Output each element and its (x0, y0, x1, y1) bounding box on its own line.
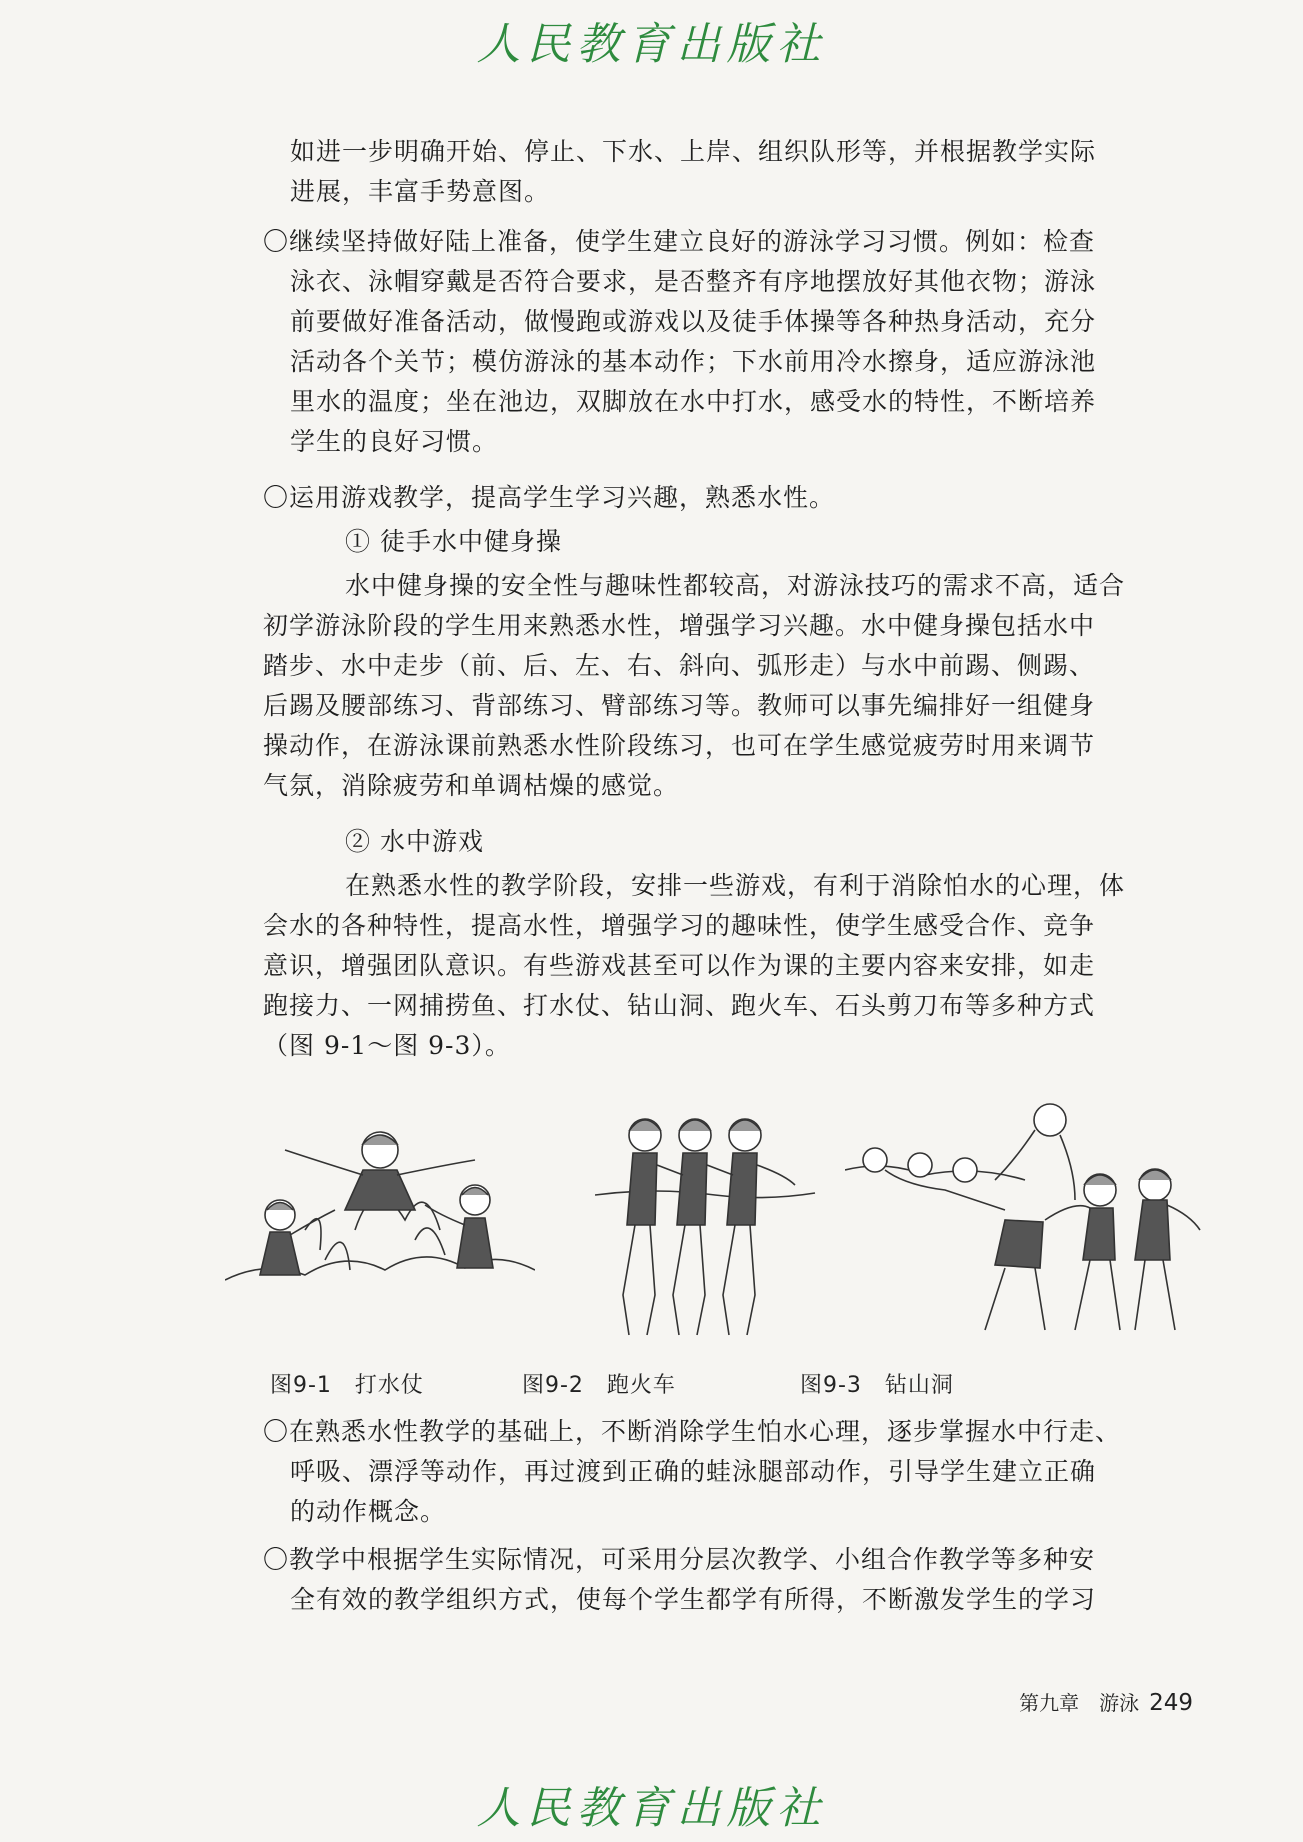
page-footer (1019, 1687, 1193, 1716)
text-line: 里水的温度；坐在池边，双脚放在水中打水，感受水的特性，不断培养 (290, 387, 1097, 416)
text-line: 〇教学中根据学生实际情况，可采用分层次教学、小组合作教学等多种安 (263, 1545, 1096, 1574)
chapter-title: 第九章 游泳 (1019, 1691, 1140, 1715)
text-line: 初学游泳阶段的学生用来熟悉水性，增强学习兴趣。水中健身操包括水中 (263, 611, 1096, 640)
subheading-water-games (290, 822, 1245, 862)
text-line: 跑接力、一网捕捞鱼、打水仗、钻山洞、跑火车、石头剪刀布等多种方式 (263, 991, 1096, 1020)
text-line: ① 徒手水中健身操 (345, 527, 562, 556)
text-line: 〇运用游戏教学，提高学生学习兴趣，熟悉水性。 (263, 483, 836, 512)
figure-caption-9-2: 图9-2 跑火车 (522, 1373, 676, 1398)
publisher-logo-top: 人民教育出版社 (476, 19, 827, 70)
text-line: 水中健身操的安全性与趣味性都较高，对游泳技巧的需求不高，适合 (345, 571, 1126, 600)
bullet-paragraph-layered-teaching (263, 1540, 1163, 1620)
text-line: 〇继续坚持做好陆上准备，使学生建立良好的游泳学习习惯。例如：检查 (263, 227, 1096, 256)
bullet-paragraph-game-teaching (263, 478, 1163, 518)
illustration-cave-game (845, 1090, 1215, 1340)
paragraph-water-aerobics (263, 566, 1163, 806)
text-line: 在熟悉水性的教学阶段，安排一些游戏，有利于消除怕水的心理，体 (345, 871, 1126, 900)
figure-row (225, 1110, 1215, 1370)
text-line: 呼吸、漂浮等动作，再过渡到正确的蛙泳腿部动作，引导学生建立正确 (290, 1457, 1097, 1486)
text-line: ② 水中游戏 (345, 827, 484, 856)
text-line: 泳衣、泳帽穿戴是否符合要求，是否整齐有序地摆放好其他衣物；游泳 (290, 267, 1097, 296)
text-line: 活动各个关节；模仿游泳的基本动作；下水前用冷水擦身，适应游泳池 (290, 347, 1097, 376)
text-line: 如进一步明确开始、停止、下水、上岸、组织队形等，并根据教学实际 (290, 137, 1097, 166)
text-line: 后踢及腰部练习、背部练习、臂部练习等。教师可以事先编排好一组健身 (263, 691, 1096, 720)
text-line: 前要做好准备活动，做慢跑或游戏以及徒手体操等各种热身活动，充分 (290, 307, 1097, 336)
page-number: 249 (1149, 1690, 1193, 1716)
illustration-train-game (595, 1095, 825, 1345)
subheading-water-aerobics (290, 522, 1245, 562)
text-line: 意识，增强团队意识。有些游戏甚至可以作为课的主要内容来安排，如走 (263, 951, 1096, 980)
bullet-paragraph-breaststroke (263, 1412, 1163, 1532)
illustration-water-fight (225, 1110, 535, 1290)
text-line: 操动作，在游泳课前熟悉水性阶段练习，也可在学生感觉疲劳时用来调节 (263, 731, 1096, 760)
text-line: 的动作概念。 (290, 1497, 447, 1526)
text-line: 〇在熟悉水性教学的基础上，不断消除学生怕水心理，逐步掌握水中行走、 (263, 1417, 1122, 1446)
text-line: 全有效的教学组织方式，使每个学生都学有所得，不断激发学生的学习 (290, 1585, 1097, 1614)
figure-caption-9-3: 图9-3 钻山洞 (800, 1373, 954, 1398)
text-line: 气氛，消除疲劳和单调枯燥的感觉。 (263, 771, 680, 800)
figure-caption-9-1: 图9-1 打水仗 (270, 1373, 424, 1398)
publisher-logo-bottom: 人民教育出版社 (476, 1783, 827, 1834)
text-line: 进展，丰富手势意图。 (290, 177, 551, 206)
text-line: 学生的良好习惯。 (290, 427, 499, 456)
text-line: 踏步、水中走步（前、后、左、右、斜向、弧形走）与水中前踢、侧踢、 (263, 651, 1096, 680)
bullet-paragraph-land-preparation (263, 222, 1163, 462)
paragraph-continuation (290, 132, 1190, 212)
text-line: 会水的各种特性，提高水性，增强学习的趣味性，使学生感受合作、竞争 (263, 911, 1096, 940)
text-line: （图 9-1～图 9-3）。 (263, 1031, 511, 1060)
paragraph-water-games (263, 866, 1163, 1066)
